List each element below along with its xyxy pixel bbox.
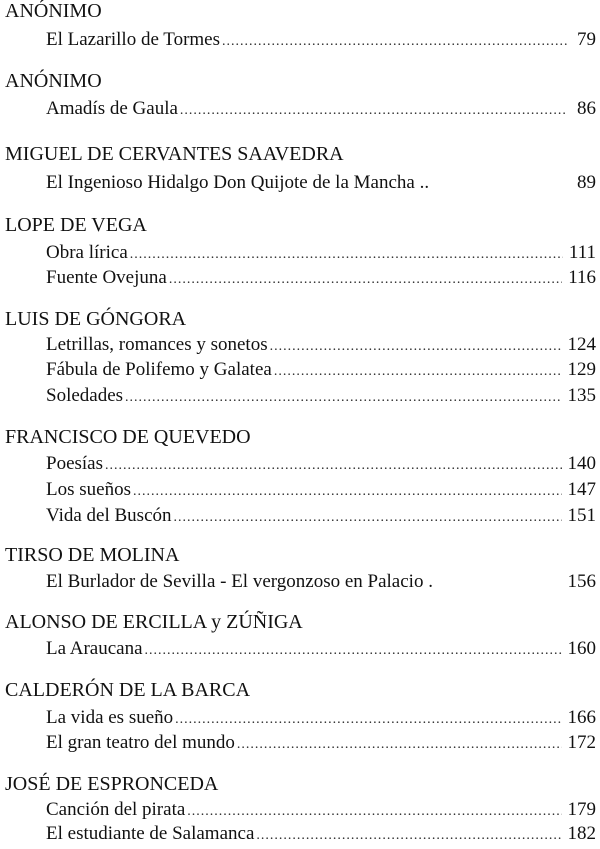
author-heading: JOSÉ DE ESPRONCEDA <box>5 773 219 795</box>
author-heading: FRANCISCO DE QUEVEDO <box>5 426 251 448</box>
work-title: Los sueños <box>46 479 131 500</box>
page-number: 79 <box>577 29 596 50</box>
work-title: Soledades <box>46 385 124 406</box>
page-number: 111 <box>568 242 596 263</box>
dot-leader <box>270 336 562 358</box>
toc-entry[interactable] <box>46 638 596 662</box>
author-heading: ANÓNIMO <box>5 70 102 92</box>
page-number: 129 <box>567 359 596 380</box>
work-title: Vida del Buscón <box>46 505 172 526</box>
work-title: El Ingenioso Hidalgo Don Quijote de la Mancha .. <box>46 172 430 193</box>
page-number: 156 <box>567 571 596 592</box>
page-number: 182 <box>567 823 596 844</box>
dot-leader <box>105 455 562 477</box>
dot-leader <box>222 31 569 53</box>
dot-leader <box>187 801 561 823</box>
page-number: 86 <box>577 98 596 119</box>
toc-entry[interactable] <box>46 334 596 358</box>
dot-leader <box>180 100 567 122</box>
page-number: 135 <box>567 385 596 406</box>
work-title: Poesías <box>46 453 103 474</box>
work-title: Canción del pirata <box>46 799 186 820</box>
work-title: Amadís de Gaula <box>46 98 178 119</box>
author-heading: TIRSO DE MOLINA <box>5 544 180 566</box>
toc-entry[interactable] <box>46 29 596 53</box>
work-title: El gran teatro del mundo <box>46 732 235 753</box>
toc-entry[interactable] <box>46 571 596 593</box>
toc-entry[interactable] <box>46 505 596 529</box>
dot-leader <box>274 361 562 383</box>
toc-entry[interactable] <box>46 242 596 266</box>
page-number: 124 <box>567 334 596 355</box>
toc-entry[interactable] <box>46 267 596 291</box>
work-title: El Lazarillo de Tormes <box>46 29 221 50</box>
page-number: 140 <box>567 453 596 474</box>
toc-entry[interactable] <box>46 98 596 122</box>
page-number: 116 <box>568 267 596 288</box>
dot-leader <box>125 387 561 409</box>
dot-leader <box>133 481 562 503</box>
dot-leader <box>130 244 563 266</box>
dot-leader <box>237 734 562 756</box>
dot-leader <box>256 825 561 847</box>
author-heading: ALONSO DE ERCILLA y ZÚÑIGA <box>5 611 303 633</box>
dot-leader <box>175 709 561 731</box>
dot-leader <box>169 269 562 291</box>
page-number: 172 <box>567 732 596 753</box>
work-title: Obra lírica <box>46 242 128 263</box>
toc-entry[interactable] <box>46 479 596 503</box>
author-heading: MIGUEL DE CERVANTES SAAVEDRA <box>5 143 344 165</box>
work-title: Letrillas, romances y sonetos <box>46 334 268 355</box>
work-title: El estudiante de Salamanca <box>46 823 255 844</box>
toc-entry[interactable] <box>46 453 596 477</box>
toc-entry[interactable] <box>46 172 596 194</box>
toc-entry[interactable] <box>46 823 596 847</box>
work-title: El Burlador de Sevilla - El vergonzoso en Palacio . <box>46 571 433 592</box>
dot-leader <box>145 640 562 662</box>
toc-entry[interactable] <box>46 385 596 409</box>
author-heading: LOPE DE VEGA <box>5 214 147 236</box>
page-number: 179 <box>567 799 596 820</box>
page-number: 89 <box>577 172 596 193</box>
author-heading: LUIS DE GÓNGORA <box>5 308 187 330</box>
work-title: Fuente Ovejuna <box>46 267 167 288</box>
toc-entry[interactable] <box>46 707 596 731</box>
page-number: 147 <box>567 479 596 500</box>
author-heading: CALDERÓN DE LA BARCA <box>5 679 251 701</box>
dot-leader <box>174 507 562 529</box>
page-number: 160 <box>567 638 596 659</box>
page-number: 151 <box>567 505 596 526</box>
toc-entry[interactable] <box>46 799 596 823</box>
toc-entry[interactable] <box>46 359 596 383</box>
toc-entry[interactable] <box>46 732 596 756</box>
page-number: 166 <box>567 707 596 728</box>
work-title: La vida es sueño <box>46 707 174 728</box>
author-heading: ANÓNIMO <box>5 0 102 22</box>
work-title: Fábula de Polifemo y Galatea <box>46 359 272 380</box>
work-title: La Araucana <box>46 638 143 659</box>
